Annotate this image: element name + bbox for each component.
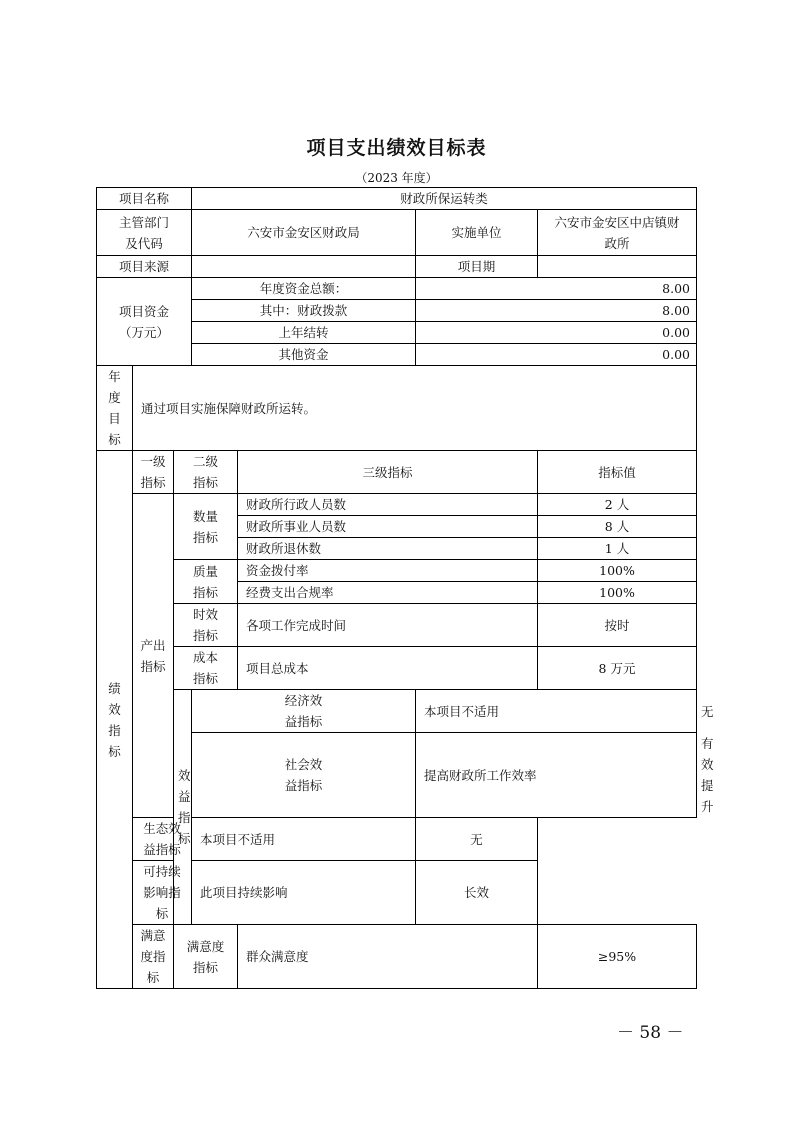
source-value <box>192 256 416 278</box>
header-level2: 二级 指标 <box>174 451 238 494</box>
header-level1: 一级 指标 <box>133 451 174 494</box>
funds-label: 项目资金 （万元） <box>97 278 192 366</box>
benefit-indicator-label: 效益 指标 <box>174 690 192 925</box>
funds-finance-value: 8.00 <box>416 300 697 322</box>
quantity-indicator-label: 数量 指标 <box>174 494 238 560</box>
table-row-name: 此项目持续影响 <box>192 861 416 925</box>
satisfaction-sub-label: 满意度 指标 <box>174 925 238 989</box>
year-subtitle: （2023 年度） <box>355 171 438 185</box>
source-label: 项目来源 <box>97 256 192 278</box>
header-level3: 三级指标 <box>238 451 538 494</box>
table-row-name: 本项目不适用 <box>416 690 697 733</box>
funds-total-label: 年度资金总额： <box>192 278 416 300</box>
table-row-name: 群众满意度 <box>238 925 538 989</box>
table-row-value: 8 人 <box>538 516 697 538</box>
page-title: 项目支出绩效目标表 <box>306 137 487 159</box>
sustainability-indicator-label: 可持续 影响指 标 <box>133 861 192 925</box>
table-row-name: 各项工作完成时间 <box>238 604 538 647</box>
period-label: 项目期 <box>416 256 538 278</box>
table-row-name: 提高财政所工作效率 <box>416 733 697 818</box>
funds-finance-label: 其中：财政拨款 <box>192 300 416 322</box>
table-row-value: 无 <box>416 818 538 861</box>
table-row-value: 100% <box>538 560 697 582</box>
funds-total-value: 8.00 <box>416 278 697 300</box>
table-row-name: 资金拨付率 <box>238 560 538 582</box>
table-row-value: 100% <box>538 582 697 604</box>
table-row-name: 本项目不适用 <box>192 818 416 861</box>
table-row-name: 财政所事业人员数 <box>238 516 538 538</box>
annual-goal-label: 年 度 目 标 <box>97 366 133 451</box>
timeliness-indicator-label: 时效 指标 <box>174 604 238 647</box>
header-value: 指标值 <box>538 451 697 494</box>
funds-other-value: 0.00 <box>416 344 697 366</box>
funds-other-label: 其他资金 <box>192 344 416 366</box>
performance-label: 绩 效 指 标 <box>97 451 133 989</box>
project-name-value: 财政所保运转类 <box>192 188 697 210</box>
quality-indicator-label: 质量 指标 <box>174 560 238 604</box>
table-row-value: ≥95% <box>538 925 697 989</box>
output-indicator-label: 产出 指标 <box>133 494 174 818</box>
dept-value: 六安市金安区财政局 <box>192 210 416 256</box>
satisfaction-indicator-label: 满意 度指 标 <box>133 925 174 989</box>
table-row-value: 长效 <box>416 861 538 925</box>
social-indicator-label: 社会效 益指标 <box>192 733 416 818</box>
table-row-name: 财政所退休数 <box>238 538 538 560</box>
page-number: － 58 － <box>617 1023 684 1043</box>
ecological-indicator-label: 生态效 益指标 <box>133 818 192 861</box>
dept-label: 主管部门 及代码 <box>97 210 192 256</box>
economic-indicator-label: 经济效 益指标 <box>192 690 416 733</box>
project-name-label: 项目名称 <box>97 188 192 210</box>
unit-label: 实施单位 <box>416 210 538 256</box>
funds-carryover-label: 上年结转 <box>192 322 416 344</box>
funds-carryover-value: 0.00 <box>416 322 697 344</box>
cost-indicator-label: 成本 指标 <box>174 647 238 690</box>
unit-value: 六安市金安区中店镇财 政所 <box>538 210 697 256</box>
period-value <box>538 256 697 278</box>
table-row-value: 8 万元 <box>538 647 697 690</box>
performance-goal-table: 项目名称 财政所保运转类 主管部门 及代码 六安市金安区财政局 实施单位 六安市金安区中店镇财 政所 项目来源 项目期 项目资金 （万元） 年度资金总额： 8.00 其中：财政拨款 8.00 上年结转 0.00 其他资金 0.00 年 度 目 标 通过项目实施保障财政所运转。 绩 效 指 标 一级 指标 二级 指标 三级指标 指标值 产出 指标 数量 指标 财政所行政人员数 2 人 财政所事业人员数 8 人 财政所退休数 1 人 质量 指标 资金拨付率 100% 经费支出合规率 100% 时效 指标 各项工作完成时间 按时 成本 指标 项目总成本 8 万元 效益 指标 经济效 益指标 本项目不适用 无 社会效 益指标 提高财政所工作效率 有效提升 生态效 益指标 本项目不适用 无 可持续 影响指 标 此项目持续影响 长效 满意 度指 标 满意度 指标 群众满意度 ≥95% <box>96 187 697 989</box>
table-row-name: 经费支出合规率 <box>238 582 538 604</box>
table-row-value: 1 人 <box>538 538 697 560</box>
table-row-value: 按时 <box>538 604 697 647</box>
table-row-name: 项目总成本 <box>238 647 538 690</box>
table-row-value: 2 人 <box>538 494 697 516</box>
table-row-name: 财政所行政人员数 <box>238 494 538 516</box>
annual-goal-text: 通过项目实施保障财政所运转。 <box>133 366 697 451</box>
